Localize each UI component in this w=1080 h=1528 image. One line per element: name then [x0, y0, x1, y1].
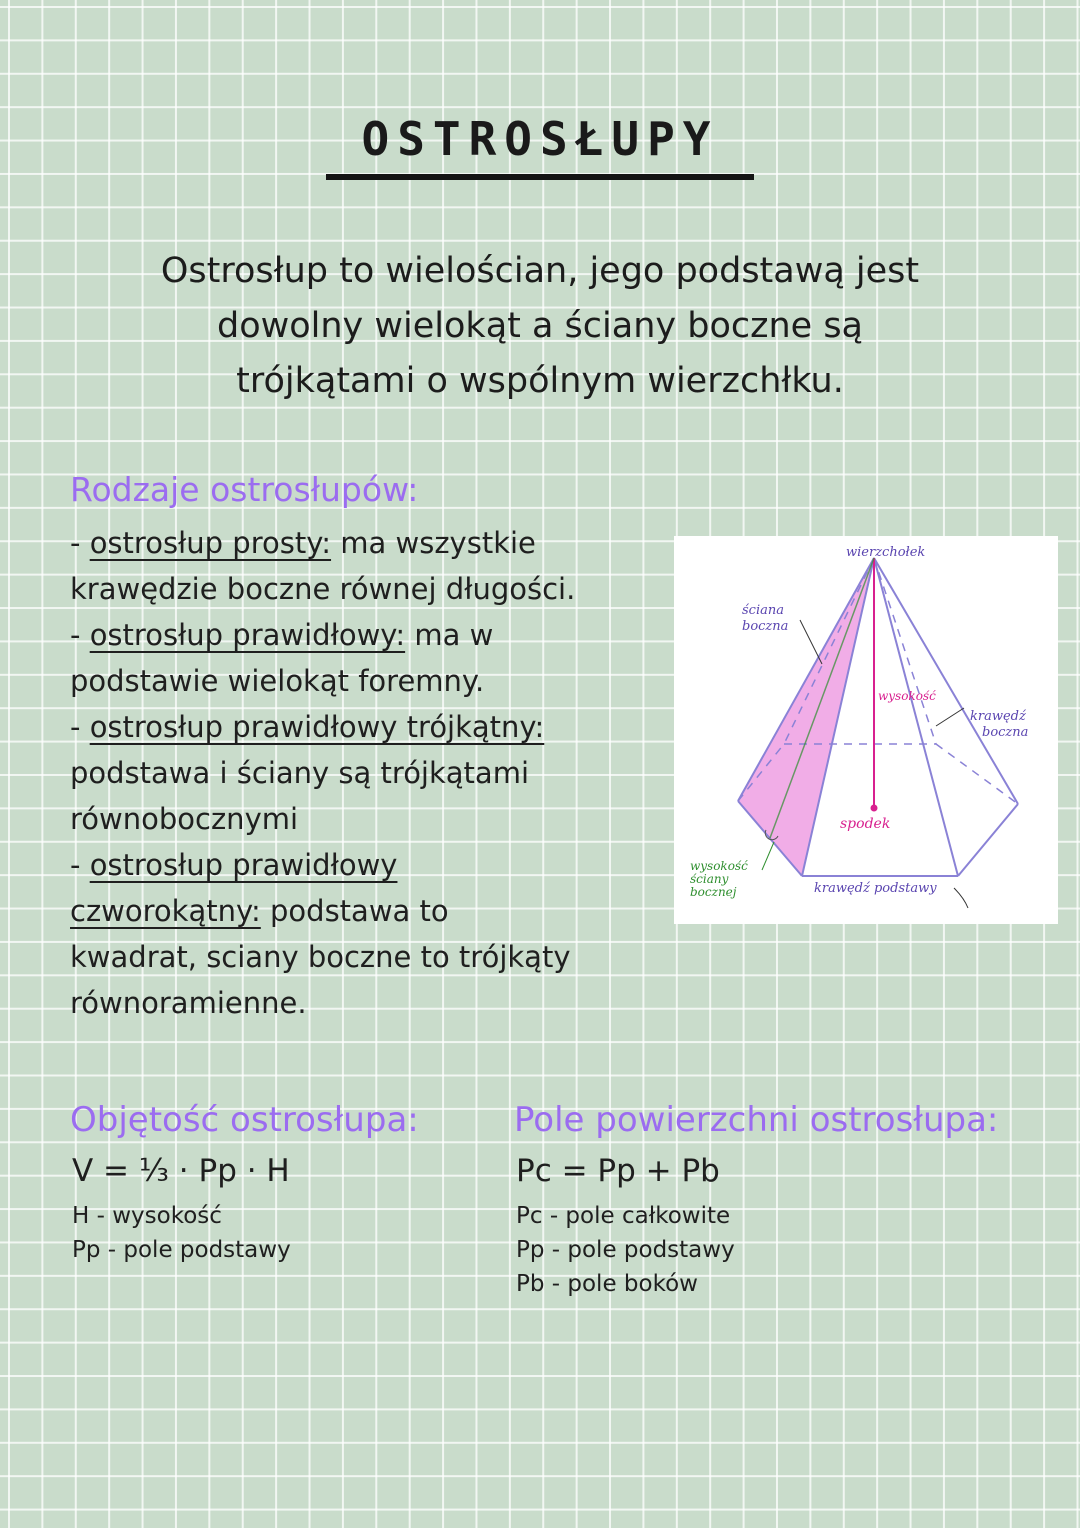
term-right-pyramid: ostrosłup prosty:: [89, 526, 332, 560]
surface-area-legend: [516, 1199, 735, 1301]
surface-area-heading: Pole powierzchni ostrosłupa:: [514, 1100, 999, 1140]
volume-legend-item: Pp - pole podstawy: [72, 1237, 291, 1263]
label-lateral-face-1: ściana: [742, 603, 784, 618]
term-regular-triangular-pyramid: ostrosłup prawidłowy trójkątny:: [89, 710, 545, 744]
type-item-1-line-2: krawędzie boczne równej długości.: [70, 572, 576, 606]
face-height-line: [770, 558, 874, 838]
definition-line-2: dowolny wielokąt a ściany boczne są: [216, 306, 863, 346]
label-lateral-edge-2: boczna: [982, 725, 1029, 740]
label-face-height-3: bocznej: [690, 885, 737, 899]
bullet-dash: -: [70, 848, 90, 882]
definition-line-3: trójkątami o wspólnym wierzchłku.: [236, 361, 844, 401]
label-foot: spodek: [840, 816, 891, 832]
page-title: OSTROSŁUPY: [361, 112, 719, 166]
lateral-edge-pointer: [936, 708, 964, 726]
volume-heading: Objętość ostrosłupa:: [70, 1100, 419, 1140]
title-underline: [326, 174, 754, 180]
label-height: wysokość: [878, 689, 936, 703]
base-edge: [958, 804, 1018, 876]
types-heading: Rodzaje ostrosłupów:: [70, 470, 419, 509]
hidden-lateral-edge: [874, 558, 936, 744]
volume-legend-item: H - wysokość: [72, 1203, 222, 1229]
type-item-3-line-2: podstawa i ściany są trójkątami: [70, 756, 530, 790]
surface-legend-item: Pc - pole całkowite: [516, 1203, 731, 1229]
type-item-2-text: ma w: [405, 618, 494, 652]
term-regular-square-pyramid-cont: czworokątny:: [70, 894, 261, 928]
surface-area-formula: Pc = Pp + Pb: [516, 1153, 720, 1189]
type-item-2-line-1: [70, 612, 690, 658]
type-item-4-line-4: równoramienne.: [70, 986, 307, 1020]
definition-paragraph: [60, 244, 1020, 409]
face-height-pointer: [762, 842, 774, 870]
type-item-4-line-1: [70, 842, 690, 888]
pyramid-diagram: [674, 536, 1058, 924]
lateral-edge: [874, 558, 1018, 804]
hidden-base-edge: [936, 744, 1018, 804]
volume-formula: V = ⅓ · Pp · H: [72, 1153, 290, 1189]
bullet-dash: -: [70, 526, 90, 560]
label-apex: wierzchołek: [846, 545, 926, 560]
bullet-dash: -: [70, 618, 90, 652]
label-face-height-2: ściany: [690, 872, 729, 886]
label-lateral-edge-1: krawędź: [970, 709, 1026, 724]
type-item-4-line-3: kwadrat, sciany boczne to trójkąty: [70, 940, 571, 974]
surface-legend-item: Pb - pole boków: [516, 1271, 698, 1297]
types-list: [70, 520, 690, 1026]
type-item-3-line-1: [70, 704, 690, 750]
type-item-4-text: podstawa to: [260, 894, 449, 928]
type-item-2-line-2: podstawie wielokąt foremny.: [70, 664, 485, 698]
label-base-edge: krawędź podstawy: [814, 881, 937, 896]
volume-legend: [72, 1199, 291, 1267]
lateral-face-pointer: [800, 620, 822, 664]
label-lateral-face-2: boczna: [742, 619, 789, 634]
surface-legend-item: Pp - pole podstawy: [516, 1237, 735, 1263]
type-item-1-line-1: [70, 520, 690, 566]
term-regular-pyramid: ostrosłup prawidłowy:: [89, 618, 406, 652]
bullet-dash: -: [70, 710, 90, 744]
type-item-4-line-2: [70, 888, 690, 934]
term-regular-square-pyramid: ostrosłup prawidłowy: [89, 848, 398, 882]
type-item-3-line-3: równobocznymi: [70, 802, 299, 836]
label-face-height-1: wysokość: [690, 859, 748, 873]
base-edge-pointer: [954, 888, 968, 908]
foot-point: [871, 805, 878, 812]
definition-line-1: Ostrosłup to wielościan, jego podstawą jest: [160, 251, 920, 291]
type-item-1-text: ma wszystkie: [331, 526, 536, 560]
pyramid-drawing: [674, 536, 1058, 924]
